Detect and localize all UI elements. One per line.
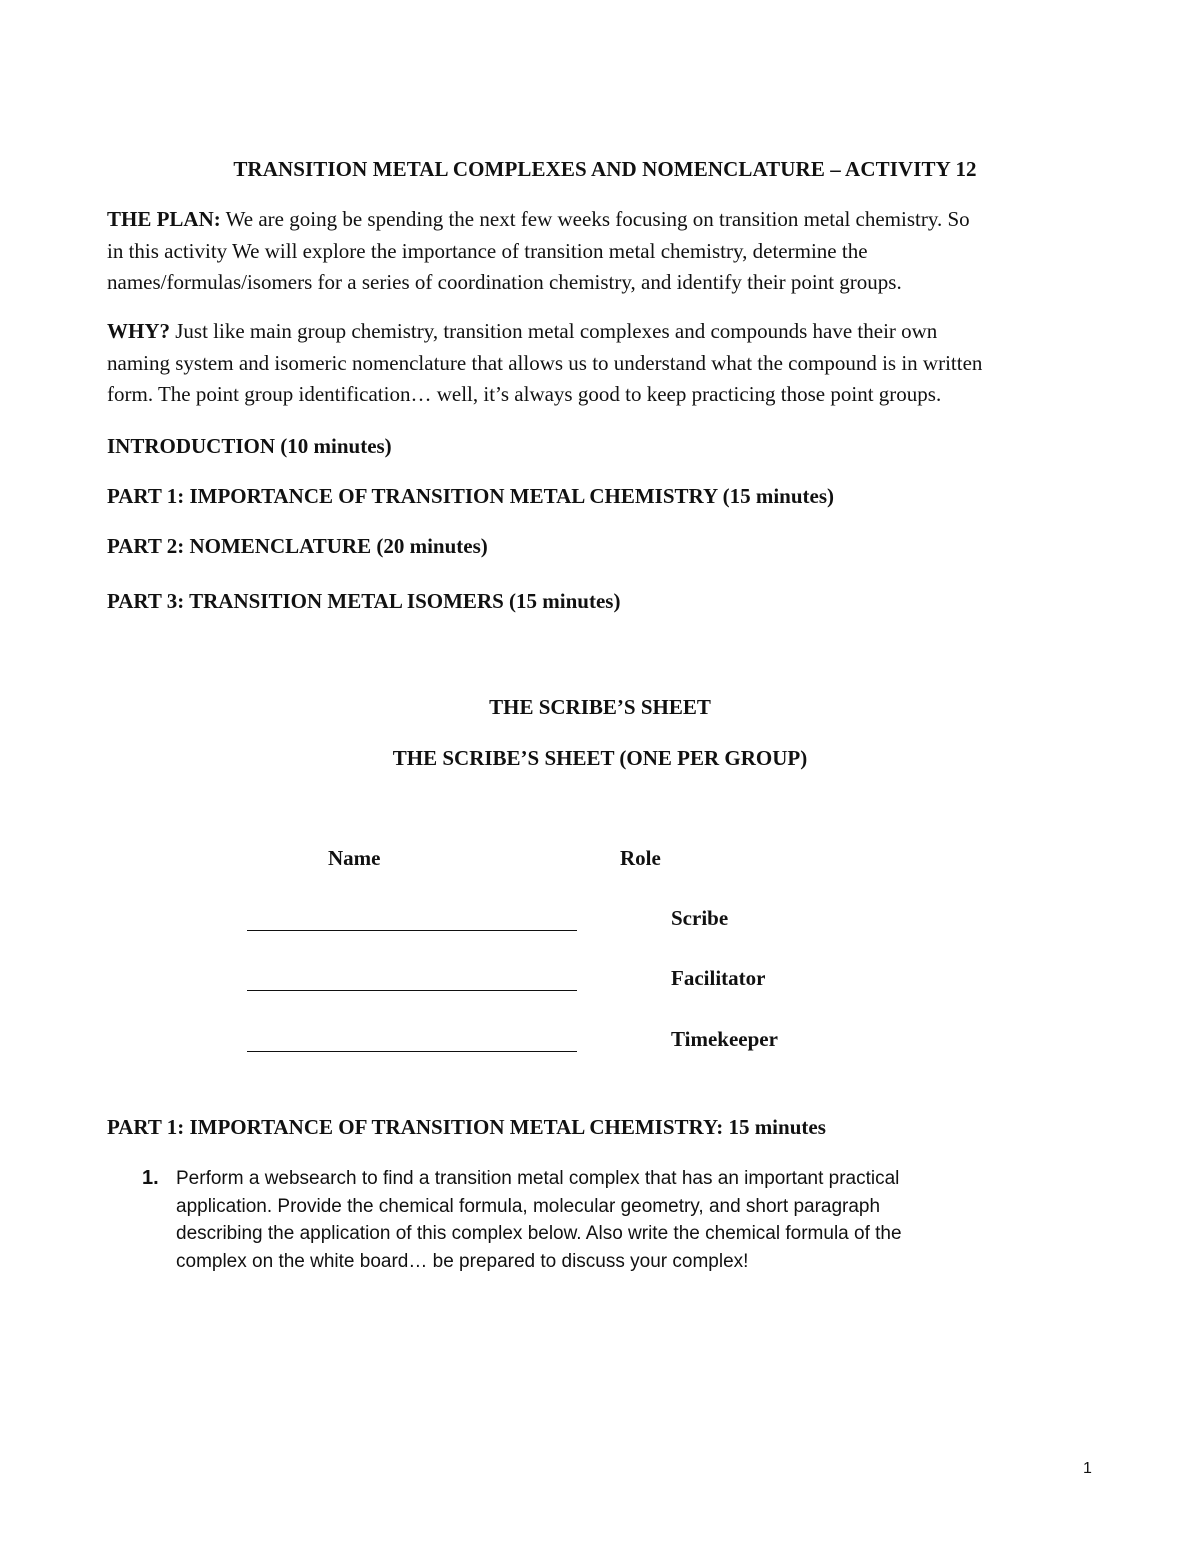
- question-number: 1.: [142, 1167, 159, 1189]
- why-line-1: Just like main group chemistry, transition metal complexes and compounds have their own: [175, 319, 938, 343]
- question-line-4: complex on the white board… be prepared to discuss your complex!: [176, 1250, 749, 1272]
- question-line-1: Perform a websearch to find a transition metal complex that has an important practical: [176, 1168, 900, 1189]
- part1-section-heading: PART 1: IMPORTANCE OF TRANSITION METAL CHEMISTRY: 15 minutes: [107, 1115, 826, 1139]
- why-paragraph: [107, 316, 1102, 411]
- role-timekeeper: Timekeeper: [671, 1027, 778, 1051]
- name-blank-scribe[interactable]: [247, 930, 577, 931]
- plan-label: THE PLAN:: [107, 207, 221, 231]
- name-blank-timekeeper[interactable]: [247, 1051, 577, 1052]
- part1-heading: PART 1: IMPORTANCE OF TRANSITION METAL CHEMISTRY (15 minutes): [107, 484, 835, 508]
- role-facilitator: Facilitator: [671, 966, 766, 990]
- plan-paragraph: [107, 204, 1102, 299]
- name-column-header: Name: [328, 846, 381, 870]
- plan-line-2: in this activity We will explore the importance of transition metal chemistry, determine the: [107, 238, 868, 263]
- why-line-2: naming system and isomeric nomenclature that allows us to understand what the compound is in written: [107, 350, 983, 375]
- name-blank-facilitator[interactable]: [247, 990, 577, 991]
- question-line-3: describing the application of this complex below. Also write the chemical formula of the: [176, 1223, 902, 1244]
- role-column-header: Role: [620, 846, 661, 870]
- part3-heading: PART 3: TRANSITION METAL ISOMERS (15 minutes): [107, 589, 621, 613]
- part2-heading: PART 2: NOMENCLATURE (20 minutes): [107, 534, 488, 558]
- scribe-sheet-heading: THE SCRIBE’S SHEET: [489, 695, 711, 719]
- plan-line-1: We are going be spending the next few weeks focusing on transition metal chemistry. So: [225, 207, 970, 231]
- page-title: TRANSITION METAL COMPLEXES AND NOMENCLATURE – ACTIVITY 12: [233, 157, 977, 181]
- introduction-heading: INTRODUCTION (10 minutes): [107, 434, 392, 458]
- page-number: 1: [1083, 1460, 1092, 1477]
- scribe-sheet-subheading: THE SCRIBE’S SHEET (ONE PER GROUP): [392, 746, 808, 770]
- plan-line-3: names/formulas/isomers for a series of coordination chemistry, and identify their point groups.: [107, 270, 902, 294]
- why-line-3: form. The point group identification… well, it’s always good to keep practicing those point groups.: [107, 382, 942, 406]
- question-line-2: application. Provide the chemical formula, molecular geometry, and short paragraph: [176, 1195, 881, 1217]
- why-label: WHY?: [107, 319, 170, 343]
- role-scribe: Scribe: [671, 906, 729, 930]
- question-text: [176, 1165, 1056, 1275]
